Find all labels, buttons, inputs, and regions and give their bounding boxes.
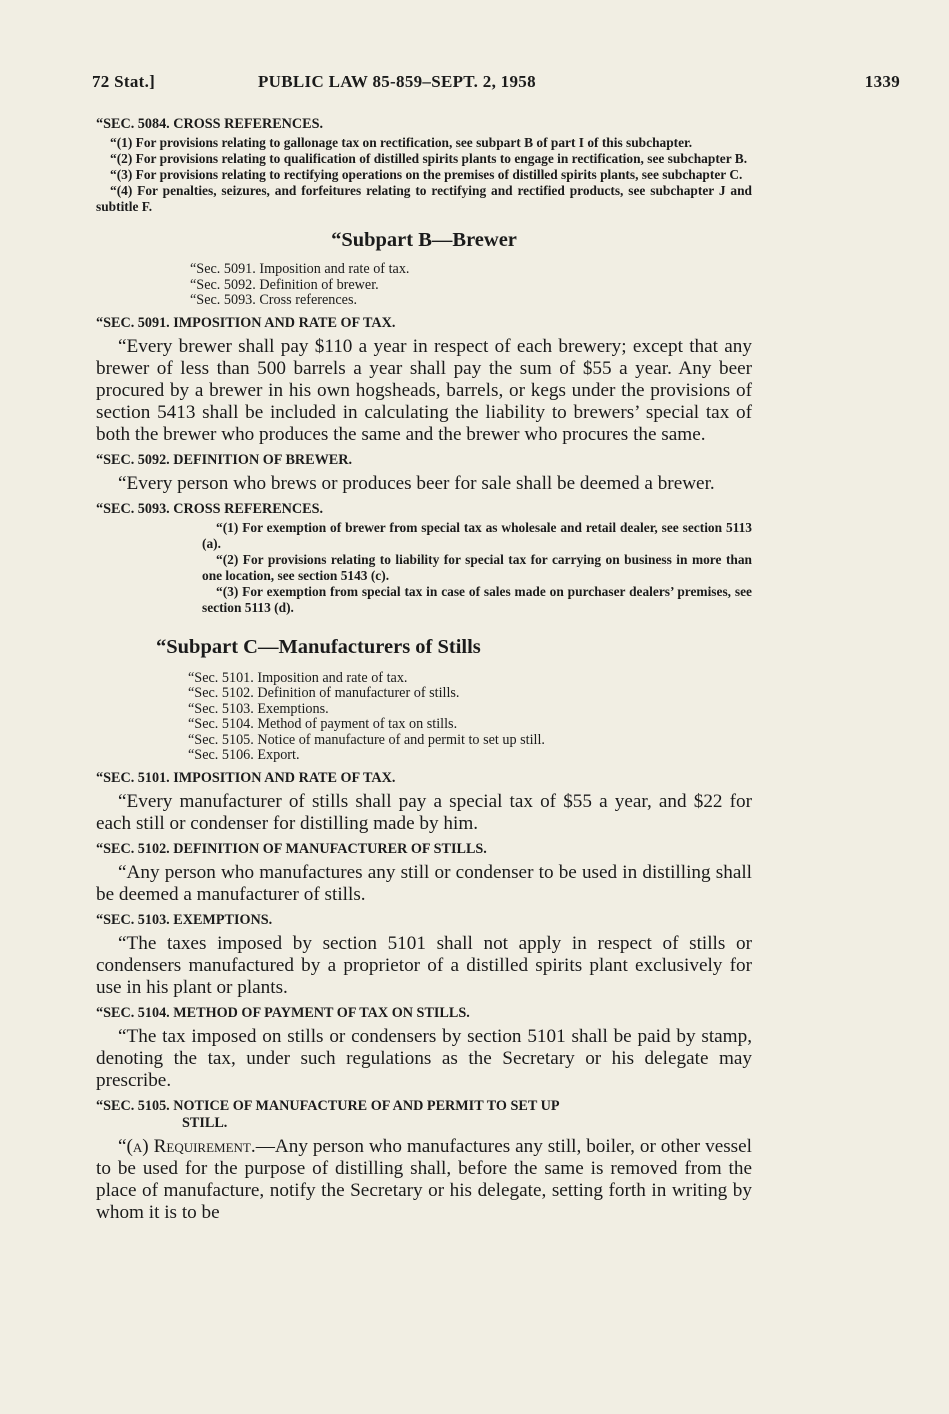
cross-references-5084 [96,135,752,215]
cross-references-5093 [96,520,752,616]
toc-entry: “Sec. 5102. Definition of manufacturer of stills. [188,685,460,701]
cross-reference-item: “(4) For penalties, seizures, and forfeitures relating to rectifying and rectified products, see subchapter J and subtitle F. [96,183,752,214]
toc-entry: “Sec. 5103. Exemptions. [188,700,329,717]
cross-reference-item: “(3) For provisions relating to rectifying operations on the premises of distilled spirits plants, see subchapter C. [110,167,743,182]
section-text-5092: “Every person who brews or produces beer for sale shall be deemed a brewer. [118,472,715,494]
page-content [96,116,752,1224]
section-text-5103: “The taxes imposed by section 5101 shall not apply in respect of stills or condensers manufactured by a proprietor of a distilled spirits plant exclusively for use in his plant or plants. [96,932,752,998]
running-title: PUBLIC LAW 85-859–SEPT. 2, 1958 [258,72,536,91]
section-text-5104: “The tax imposed on stills or condensers by section 5101 shall be paid by stamp, denoting the tax, under such regulations as the Secretary or his delegate may prescribe. [96,1025,752,1091]
section-text-5105: “(a) Requirement.—Any person who manufactures any still, boiler, or other vessel to be used for the purpose of distilling shall, before the same is removed from the place of manufacture, notify the Secretary or his delegate, setting forth in writing by whom it is to be [96,1135,752,1223]
toc-entry: “Sec. 5091. Imposition and rate of tax. [190,261,410,277]
toc-entry: “Sec. 5093. Cross references. [190,292,358,308]
section-heading-5084: “SEC. 5084. CROSS REFERENCES. [96,116,324,132]
cross-reference-item: “(1) For exemption of brewer from special tax as wholesale and retail dealer, see section 5113 (a). [202,519,752,551]
toc-entry: “Sec. 5092. Definition of brewer. [190,276,379,293]
subpart-c-title: “Subpart C—Manufacturers of Stills [156,635,481,658]
page-number: 1339 [864,72,900,91]
subsection-label: “(a) Requirement. [118,1135,256,1157]
section-text-5091: “Every brewer shall pay $110 a year in respect of each brewery; except that any brewer of less than 500 barrels a year shall pay the sum of $55 a year. Any beer procured by a brewer in his own hogsheads, barrels, or kegs under the provisions of section 5413 shall be included in calculating the liability to brewers’ special tax of both the brewer who produces the same and the brewer who procures the same. [96,335,752,445]
section-text-5101: “Every manufacturer of stills shall pay a special tax of $55 a year, and $22 for each still or condenser for distilling made by him. [96,790,752,834]
section-heading-5101: “SEC. 5101. IMPOSITION AND RATE OF TAX. [96,769,396,786]
cross-reference-item: “(3) For exemption from special tax in case of sales made on purchaser dealers’ premises, see section 5113 (d). [202,583,752,615]
toc-entry: “Sec. 5105. Notice of manufacture of and permit to set up still. [188,731,545,748]
subpart-b-title: “Subpart B—Brewer [331,229,517,251]
cross-reference-item: “(1) For provisions relating to gallonage tax on rectification, see subpart B of part I of this subchapter. [110,135,693,150]
section-heading-5091: “SEC. 5091. IMPOSITION AND RATE OF TAX. [96,314,396,331]
statute-volume: 72 Stat.] [92,72,156,91]
page-header [92,72,900,94]
section-heading-5092: “SEC. 5092. DEFINITION OF BREWER. [96,451,353,468]
subpart-b-toc [96,262,752,309]
toc-entry: “Sec. 5106. Export. [188,747,300,763]
section-heading-5104: “SEC. 5104. METHOD OF PAYMENT OF TAX ON STILLS. [96,1004,470,1021]
cross-reference-item: “(2) For provisions relating to liability for special tax for carrying on business in more than one location, see section 5143 (c). [202,551,752,583]
section-heading-5105: “SEC. 5105. NOTICE OF MANUFACTURE OF AND PERMIT TO SET UP STILL. [96,1097,560,1131]
section-heading-5093: “SEC. 5093. CROSS REFERENCES. [96,500,324,517]
subpart-c-toc [96,671,752,764]
section-text-5102: “Any person who manufactures any still or condenser to be used in distilling shall be deemed a manufacturer of stills. [96,861,752,905]
cross-reference-item: “(2) For provisions relating to qualification of distilled spirits plants to engage in rectification, see subchapter B. [110,151,748,166]
section-heading-5103: “SEC. 5103. EXEMPTIONS. [96,911,273,928]
toc-entry: “Sec. 5104. Method of payment of tax on stills. [188,716,458,732]
section-heading-5102: “SEC. 5102. DEFINITION OF MANUFACTURER OF STILLS. [96,840,487,857]
toc-entry: “Sec. 5101. Imposition and rate of tax. [188,669,408,686]
